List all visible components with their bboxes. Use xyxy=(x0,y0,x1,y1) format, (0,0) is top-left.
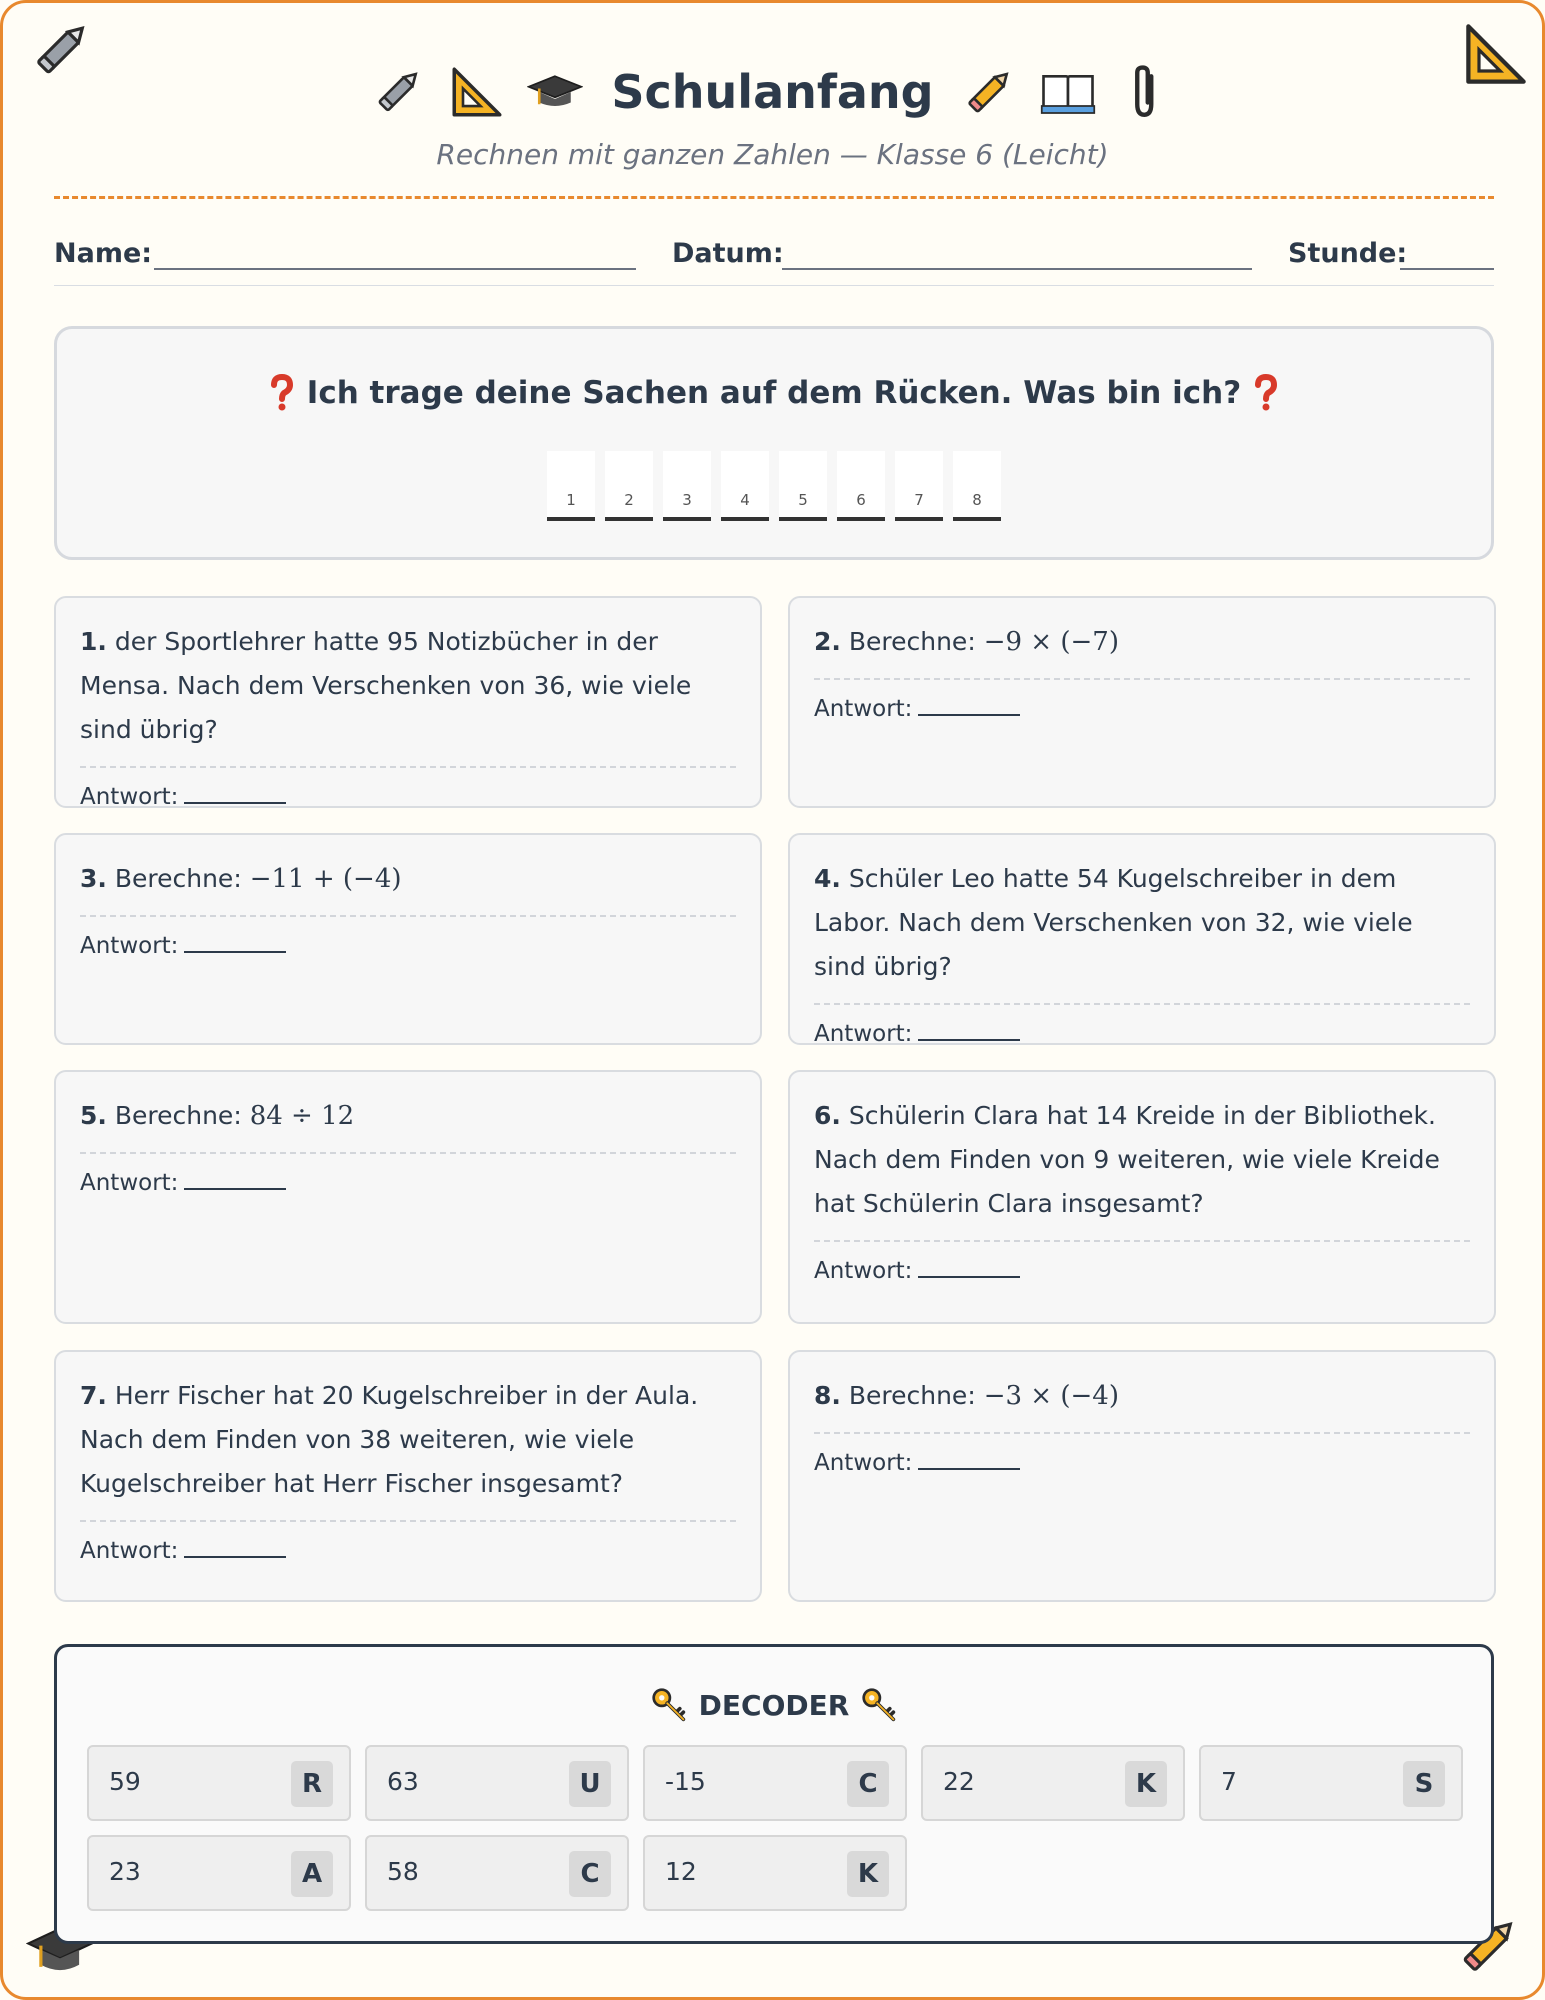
problem-card-4 xyxy=(788,833,1496,1045)
decoder-item: 59 R xyxy=(87,1745,351,1821)
open-book-icon xyxy=(1040,64,1096,120)
problem-text: 1. der Sportlehrer hatte 95 Notizbücher in der Mensa. Nach dem Verschenken von 36, wie viele sind übrig? xyxy=(80,627,692,744)
problem-text: 7. Herr Fischer hat 20 Kugelschreiber in der Aula. Nach dem Finden von 38 weiteren, wie viele Kugelschreiber hat Herr Fischer insgesamt? xyxy=(80,1381,699,1498)
answer-label: Antwort: xyxy=(814,1258,913,1284)
problem-card-7 xyxy=(54,1350,762,1602)
problem-card-6 xyxy=(788,1070,1496,1324)
answer-slots xyxy=(547,451,1001,521)
decoder-item: 58 C xyxy=(365,1835,629,1911)
title-row xyxy=(0,52,1545,132)
problem-card-2 xyxy=(788,596,1496,808)
paperclip-icon xyxy=(1118,64,1174,120)
problem-card-8 xyxy=(788,1350,1496,1602)
answer-slot[interactable]: 8 xyxy=(953,451,1001,521)
hour-label: Stunde: xyxy=(1288,238,1408,269)
problem-text: 5. Berechne: 84 ÷ 12 xyxy=(80,1101,355,1131)
decoder-title: DECODER xyxy=(698,1688,850,1722)
answer-label: Antwort: xyxy=(80,1538,179,1564)
pencil-icon xyxy=(962,64,1018,120)
problem-text: 3. Berechne: −11 + (−4) xyxy=(80,864,402,894)
problem-text: 8. Berechne: −3 × (−4) xyxy=(814,1381,1119,1411)
name-label: Name: xyxy=(54,238,153,269)
answer-slot[interactable]: 4 xyxy=(721,451,769,521)
page-title: Schulanfang xyxy=(611,65,934,119)
question-mark-icon xyxy=(1251,373,1281,413)
problem-card-5 xyxy=(54,1070,762,1324)
answer-field[interactable] xyxy=(918,696,1020,716)
date-field[interactable] xyxy=(782,268,1252,270)
answer-slot[interactable]: 5 xyxy=(779,451,827,521)
answer-field[interactable] xyxy=(918,1450,1020,1470)
answer-field[interactable] xyxy=(184,1538,286,1558)
riddle-question-row xyxy=(57,373,1491,413)
decoder-title-row xyxy=(57,1687,1491,1723)
answer-slot[interactable]: 2 xyxy=(605,451,653,521)
answer-slot[interactable]: 3 xyxy=(663,451,711,521)
answer-slot[interactable]: 6 xyxy=(837,451,885,521)
problem-card-3 xyxy=(54,833,762,1045)
answer-label: Antwort: xyxy=(80,933,179,959)
riddle-question: Ich trage deine Sachen auf dem Rücken. Was bin ich? xyxy=(306,375,1242,411)
answer-field[interactable] xyxy=(918,1258,1020,1278)
header-divider xyxy=(54,196,1494,199)
answer-field[interactable] xyxy=(184,784,286,804)
answer-field[interactable] xyxy=(918,1021,1020,1041)
problem-text: 6. Schülerin Clara hat 14 Kreide in der Bibliothek. Nach dem Finden von 9 weiteren, wie viele Kreide hat Schülerin Clara insgesamt? xyxy=(814,1101,1440,1218)
graduation-cap-icon xyxy=(527,64,583,120)
decoder-item: 23 A xyxy=(87,1835,351,1911)
decoder-item: -15 C xyxy=(643,1745,907,1821)
answer-field[interactable] xyxy=(184,1170,286,1190)
problem-text: 2. Berechne: −9 × (−7) xyxy=(814,627,1119,657)
answer-label: Antwort: xyxy=(814,1450,913,1476)
decoder-box xyxy=(54,1644,1494,1944)
date-label: Datum: xyxy=(672,238,784,269)
decoder-item: 7 S xyxy=(1199,1745,1463,1821)
riddle-box xyxy=(54,326,1494,560)
answer-label: Antwort: xyxy=(814,696,913,722)
student-info-row xyxy=(54,236,1494,286)
question-mark-icon xyxy=(267,373,297,413)
key-icon xyxy=(861,1687,897,1723)
problem-card-1 xyxy=(54,596,762,808)
page-subtitle: Rechnen mit ganzen Zahlen — Klasse 6 (Leicht) xyxy=(436,138,1109,171)
answer-label: Antwort: xyxy=(814,1021,913,1047)
key-icon xyxy=(651,1687,687,1723)
answer-label: Antwort: xyxy=(80,784,179,810)
pencil-icon xyxy=(371,64,427,120)
answer-slot[interactable]: 1 xyxy=(547,451,595,521)
hour-field[interactable] xyxy=(1400,268,1494,270)
problem-text: 4. Schüler Leo hatte 54 Kugelschreiber in dem Labor. Nach dem Verschenken von 32, wie viele sind übrig? xyxy=(814,864,1413,981)
answer-label: Antwort: xyxy=(80,1170,179,1196)
name-field[interactable] xyxy=(154,268,636,270)
answer-field[interactable] xyxy=(184,933,286,953)
decoder-item: 12 K xyxy=(643,1835,907,1911)
answer-slot[interactable]: 7 xyxy=(895,451,943,521)
decoder-item: 63 U xyxy=(365,1745,629,1821)
triangle-ruler-icon xyxy=(449,64,505,120)
decoder-item: 22 K xyxy=(921,1745,1185,1821)
